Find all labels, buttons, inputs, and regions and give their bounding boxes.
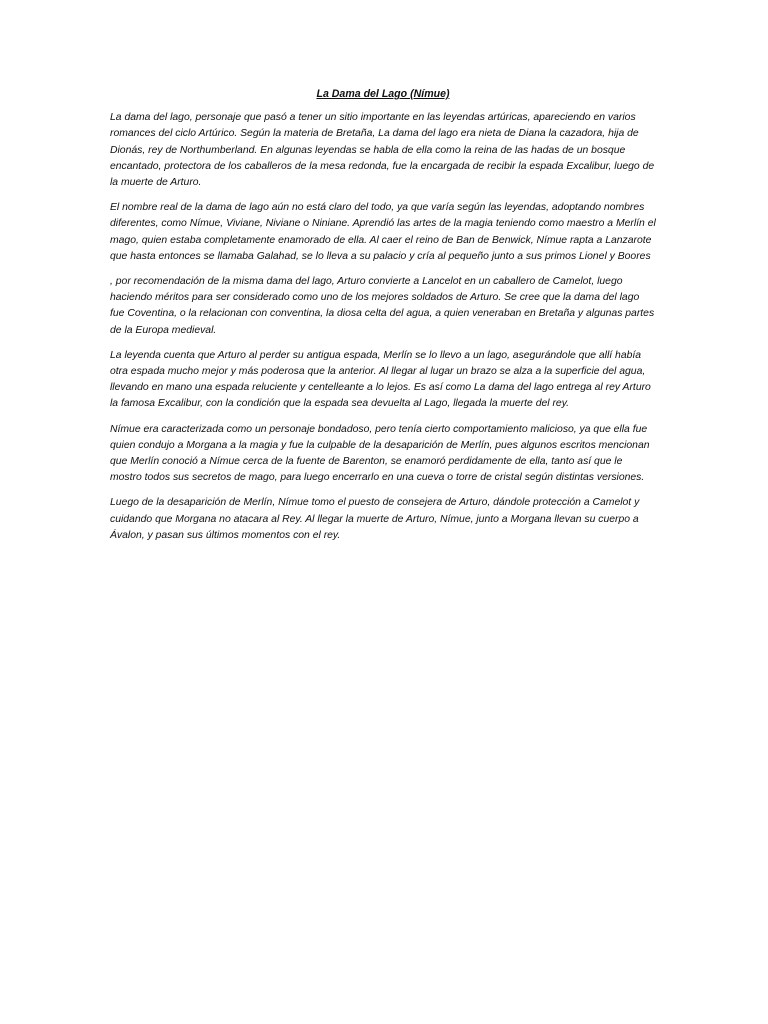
paragraph-2: El nombre real de la dama de lago aún no está claro del todo, ya que varía según las leyendas, adoptando nombres diferentes, como Nímue, Viviane, Niviane o Niniane. Aprendió las artes de la magia teniendo como maestro a Merlín el mago, quien estaba completamente enamorado de ella. Al caer el reino de Ban de Benwick, Nímue rapta a Lanzarote que hasta entonces se llamaba Galahad, se lo lleva a su palacio y cría al pequeño junto a sus primos Lionel y Boores [110,202,656,262]
document-body [110,86,656,553]
paragraph-5: Nímue era caracterizada como un personaje bondadoso, pero tenía cierto comportamiento malicioso, ya que ella fue quien condujo a Morgana a la magia y fue la culpable de la desaparición de Merlín, pues algunos escritos mencionan que Merlín conoció a Nímue cerca de la fuente de Barenton, se enamoró perdidamente de ella, tanto así que le mostro todos sus secretos de mago, para luego encerrarlo en una cueva o torre de cristal según distintas versiones. [110,423,650,484]
paragraph-3: , por recomendación de la misma dama del lago, Arturo convierte a Lancelot en un caballero de Camelot, luego haciendo méritos para ser considerado como uno de los mejores soldados de Arturo. Se cree que la dama del lago fue Coventina, o la relacionan con conventina, la diosa celta del agua, a quien veneraban en Bretaña y algunas partes de la Europa medieval. [110,276,655,336]
paragraph-1: La dama del lago, personaje que pasó a tener un sitio importante en las leyendas artúricas, apareciendo en varios romances del ciclo Artúrico. Según la materia de Bretaña, La dama del lago era nieta de Diana la cazadora, hija de Dionás, rey de Northumberland. En algunas leyendas se habla de ella como la reina de las hadas de un bosque encantado, protectora de los caballeros de la mesa redonda, fue la encargada de recibir la espada Excalibur, luego de la muerte de Arturo. [110,112,655,189]
paragraph-4: La leyenda cuenta que Arturo al perder su antigua espada, Merlín se lo llevo a un lago, asegurándole que allí había otra espada mucho mejor y más poderosa que la anterior. Al llegar al lugar un brazo se alza a la superficie del agua, llevando en mano una espada reluciente y centelleante a lo lejos. Es así como La dama del lago entrega al rey Arturo la famosa Excalibur, con la condición que la espada sea devuelta al Lago, llegada la muerte del rey. [110,349,651,410]
paragraph-6: Luego de la desaparición de Merlín, Nímue tomo el puesto de consejera de Arturo, dándole protección a Camelot y cuidando que Morgana no atacara al Rey. Al llegar la muerte de Arturo, Nímue, junto a Morgana llevan su cuerpo a Ávalon, y pasan sus últimos momentos con el rey. [110,497,640,541]
document-title: La Dama del Lago (Nímue) [316,88,450,100]
